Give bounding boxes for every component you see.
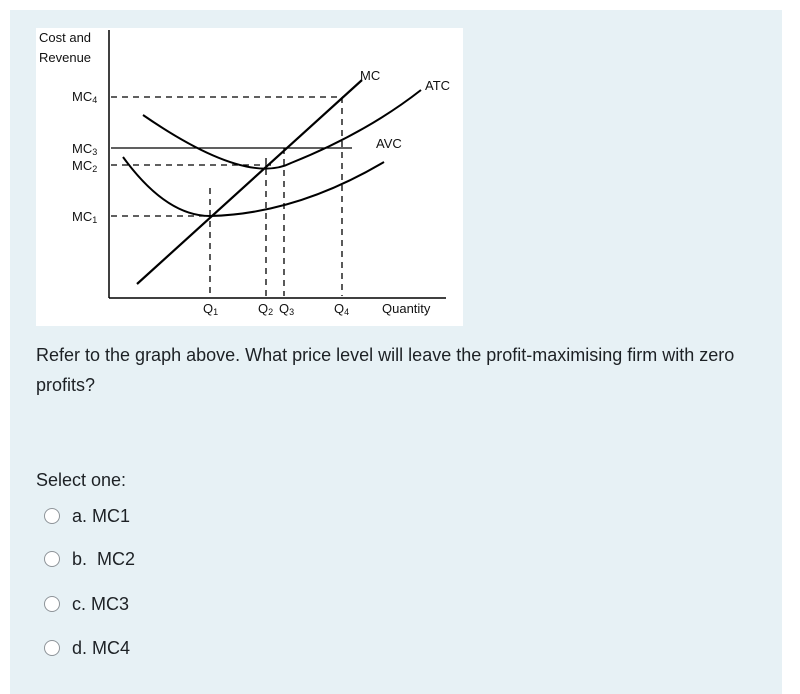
avc-curve-label: AVC	[376, 136, 402, 151]
option-label: MC3	[91, 593, 130, 614]
avc-curve	[123, 157, 384, 216]
x-tick-q1: $Q_1$	[203, 301, 219, 317]
option-a[interactable]	[44, 503, 130, 529]
y-axis-title-line1: Cost and	[39, 30, 92, 45]
cost-graph-svg	[36, 28, 463, 326]
option-letter: a.	[72, 505, 88, 526]
mc-curve-label: MC	[360, 68, 381, 83]
select-one-label: Select one:	[36, 470, 127, 490]
atc-curve	[143, 90, 421, 169]
option-label: MC1	[92, 505, 131, 526]
radio-button[interactable]	[44, 551, 60, 567]
option-label: MC4	[92, 637, 131, 658]
x-tick-q3: $Q_3$	[279, 301, 295, 317]
question-text: Refer to the graph above. What price level will leave the profit-maximising firm with zero profits?	[36, 345, 735, 395]
x-tick-q2: $Q_2$	[258, 301, 274, 317]
mc-curve	[137, 80, 362, 284]
option-d[interactable]	[44, 635, 130, 661]
option-label: MC2	[97, 548, 136, 569]
y-tick-mc1: $MC_1$	[72, 209, 98, 225]
option-letter: c.	[72, 593, 87, 614]
option-letter: b.	[72, 548, 88, 569]
radio-button[interactable]	[44, 640, 60, 656]
x-axis-title: Quantity	[382, 301, 431, 316]
atc-curve-label: ATC	[425, 78, 451, 93]
y-tick-mc3: $MC_3$	[72, 141, 98, 157]
option-c[interactable]	[44, 591, 129, 617]
cost-graph	[36, 28, 463, 326]
y-tick-mc4: $MC_4$	[72, 89, 98, 105]
option-letter: d.	[72, 637, 88, 658]
y-axis-title-line2: Revenue	[39, 50, 92, 65]
x-tick-q4: $Q_4$	[334, 301, 350, 317]
radio-button[interactable]	[44, 508, 60, 524]
y-tick-mc2: $MC_2$	[72, 158, 98, 174]
radio-button[interactable]	[44, 596, 60, 612]
option-b[interactable]	[44, 546, 135, 572]
